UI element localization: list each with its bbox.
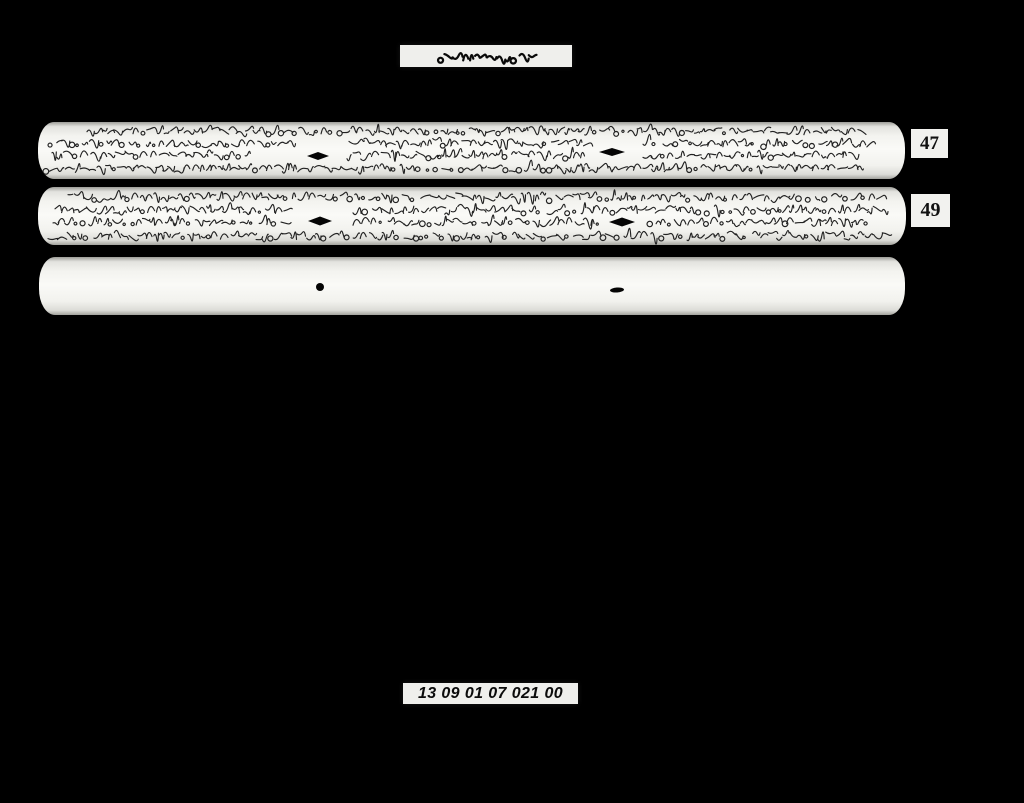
binding-hole	[599, 148, 625, 156]
palm-leaf-47-writing	[38, 122, 905, 179]
binding-hole	[610, 287, 624, 293]
palm-leaf-blank-verso	[39, 257, 905, 315]
binding-hole	[307, 152, 329, 160]
binding-hole	[609, 218, 635, 227]
lao-script-title	[400, 45, 572, 67]
folio-number-tag-47: 47	[911, 129, 948, 158]
manuscript-title-label	[400, 45, 572, 67]
palm-leaf-49-writing	[38, 187, 906, 245]
folio-number-tag-49: 49	[911, 194, 950, 227]
palm-leaf-folio-49	[38, 187, 906, 245]
binding-hole	[308, 217, 332, 226]
palm-leaf-folio-47	[38, 122, 905, 179]
manuscript-code-label: 13 09 01 07 021 00	[403, 683, 578, 704]
binding-hole	[316, 283, 324, 291]
handwritten-script-strokes	[43, 124, 875, 175]
handwritten-script-strokes	[438, 53, 536, 64]
handwritten-script-strokes	[48, 190, 892, 244]
palm-leaf-blank-surface	[39, 257, 905, 315]
